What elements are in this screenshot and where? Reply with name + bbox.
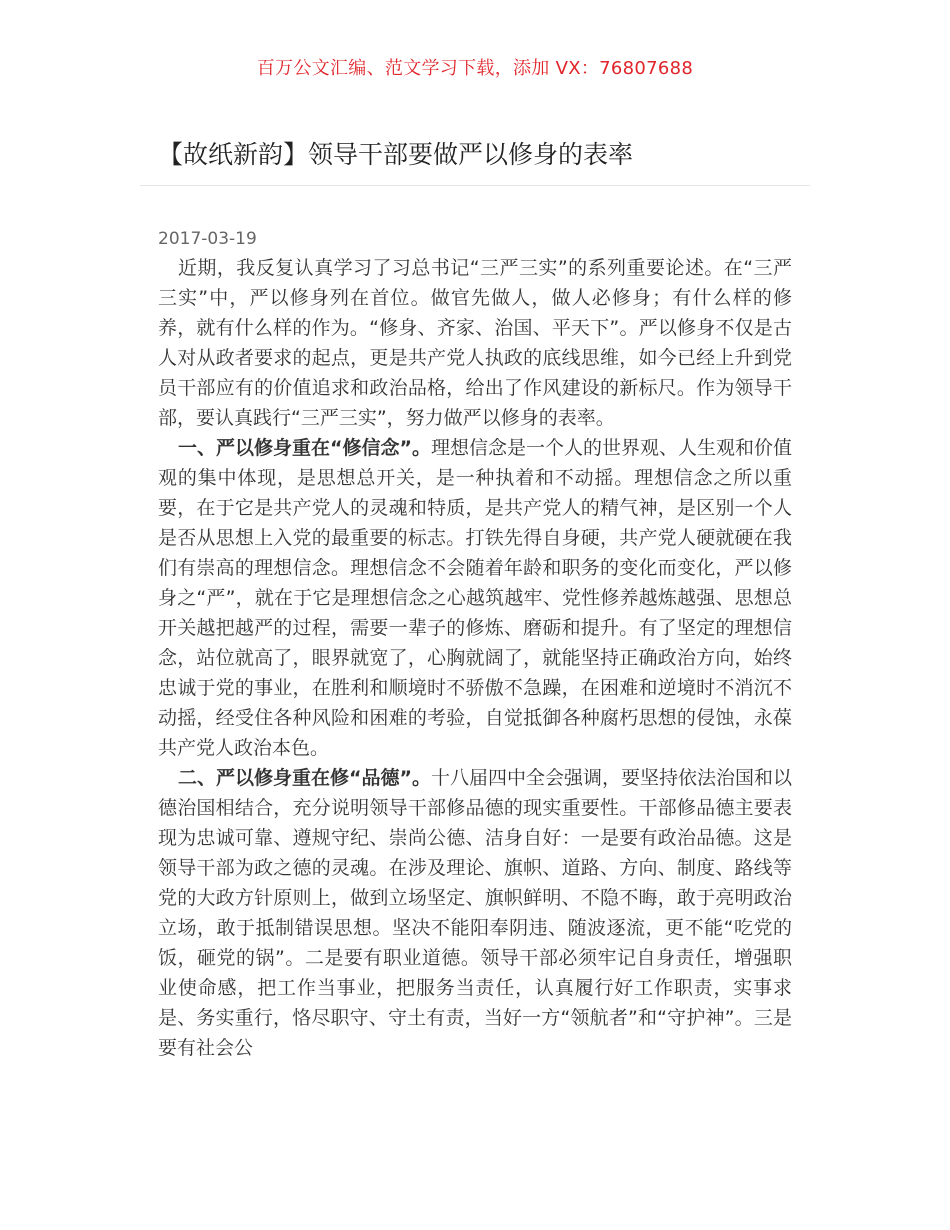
publish-date: 2017-03-19 — [158, 229, 257, 249]
title-divider — [140, 185, 810, 186]
promo-banner: 百万公文汇编、范文学习下载，添加 VX：76807688 — [256, 58, 694, 79]
section-2-heading: 二、严以修身重在修“品德”。 — [177, 767, 431, 789]
section-2-body: 十八届四中全会强调，要坚持依法治国和以德治国相结合，充分说明领导干部修品德的现实重要性。干部修品德主要表现为忠诚可靠、遵规守纪、崇尚公德、洁身自好：一是要有政治品德。这是领导干部为政之德的灵魂。在涉及理论、旗帜、道路、方向、制度、路线等党的大政方针原则上，做到立场坚定、旗帜鲜明、不隐不晦，敢于亮明政治立场，敢于抵制错误思想。坚决不能阳奉阴违、随波逐流，更不能“吃党的饭，砸党的锅”。二是要有职业道德。领导干部必须牢记自身责任，增强职业使命感，把工作当事业，把服务当责任，认真履行好工作职责，实事求是、务实重行，恪尽职守、守土有责，当好一方“领航者”和“守护神”。三是要有社会公 — [158, 767, 792, 1059]
article-body — [158, 253, 792, 1063]
article-title: 【故纸新韵】领导干部要做严以修身的表率 — [158, 140, 634, 169]
section-2-paragraph — [158, 763, 792, 1063]
section-1-body: 理想信念是一个人的世界观、人生观和价值观的集中体现，是思想总开关，是一种执着和不动摇。理想信念之所以重要，在于它是共产党人的灵魂和特质，是共产党人的精气神，是区别一个人是否从思想上入党的最重要的标志。打铁先得自身硬，共产党人硬就硬在我们有崇高的理想信念。理想信念不会随着年龄和职务的变化而变化，严以修身之“严”，就在于它是理想信念之心越筑越牢、党性修养越炼越强、思想总开关越把越严的过程，需要一辈子的修炼、磨砺和提升。有了坚定的理想信念，站位就高了，眼界就宽了，心胸就阔了，就能坚持正确政治方向，始终忠诚于党的事业，在胜利和顺境时不骄傲不急躁，在困难和逆境时不消沉不动摇，经受住各种风险和困难的考验，自觉抵御各种腐朽思想的侵蚀，永葆共产党人政治本色。 — [158, 437, 792, 759]
section-1-heading: 一、严以修身重在“修信念”。 — [177, 437, 431, 459]
section-1-paragraph — [158, 433, 792, 763]
intro-paragraph: 近期，我反复认真学习了习总书记“三严三实”的系列重要论述。在“三严三实”中，严以修身列在首位。做官先做人，做人必修身；有什么样的修养，就有什么样的作为。“修身、齐家、治国、平天下”。严以修身不仅是古人对从政者要求的起点，更是共产党人执政的底线思维，如今已经上升到党员干部应有的价值追求和政治品格，给出了作风建设的新标尺。作为领导干部，要认真践行“三严三实”，努力做严以修身的表率。 — [158, 257, 792, 429]
